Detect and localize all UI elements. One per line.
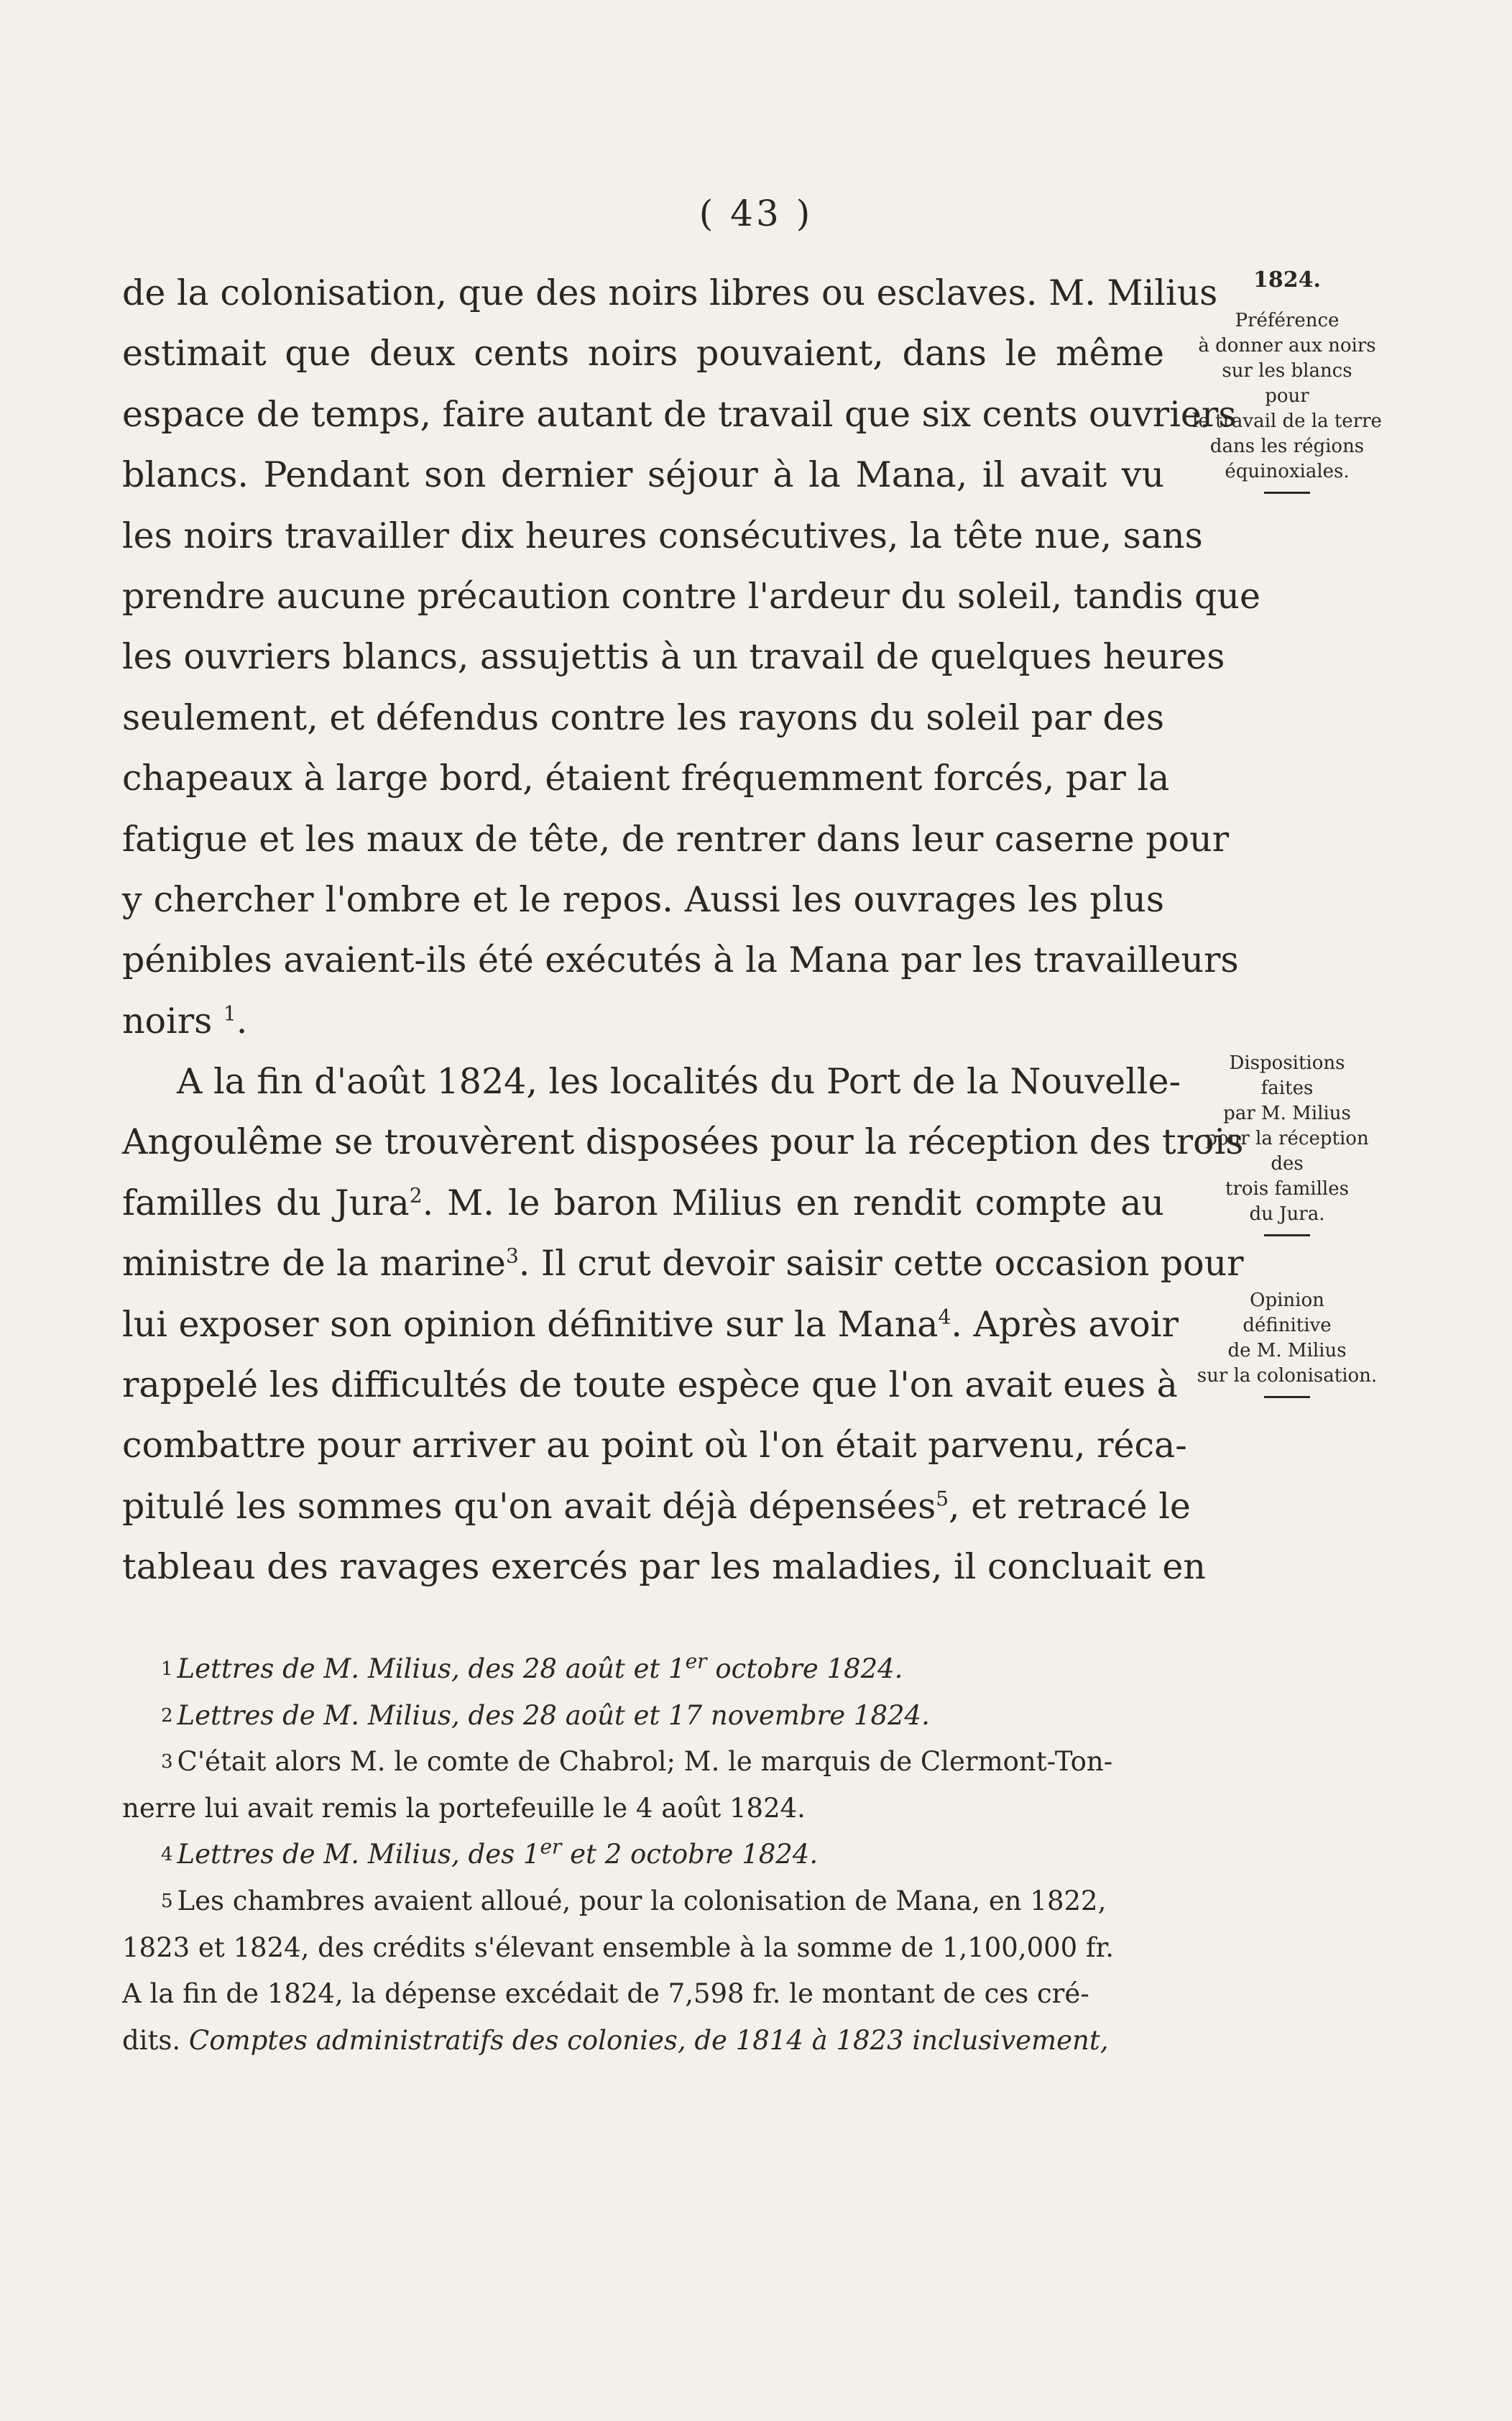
text-line	[122, 1295, 1179, 1355]
text-line: y chercher l'ombre et le repos. Aussi les ouvrages les plus	[122, 878, 1164, 920]
text-fragment: . Il crut devoir saisir cette occasion pour	[518, 1243, 1244, 1285]
footnote	[122, 1878, 1164, 1925]
footnote-ref: 3	[505, 1244, 519, 1268]
footnotes	[122, 1646, 1164, 2064]
footnote-text: octobre 1824.	[706, 1653, 903, 1684]
margin-line: définitive	[1243, 1315, 1332, 1336]
margin-rule	[1264, 1234, 1310, 1236]
footnote-number: 4	[161, 1844, 173, 1866]
margin-note-preference	[1173, 267, 1401, 494]
footnote	[122, 1832, 1164, 1878]
text-line: combattre pour arriver au point où l'on était parvenu, réca-	[122, 1425, 1187, 1466]
margin-line: Opinion	[1250, 1290, 1324, 1311]
footnote-text: Les chambres avaient alloué, pour la colonisation de Mana, en 1822,	[177, 1885, 1107, 1916]
text-line: fatigue et les maux de tête, de rentrer dans leur caserne pour	[122, 818, 1230, 860]
margin-line: sur la colonisation.	[1197, 1365, 1378, 1387]
footnote-continuation: nerre lui avait remis la portefeuille le 4 août 1824.	[122, 1792, 806, 1824]
text-fragment: . Après avoir	[951, 1303, 1179, 1345]
text-line: estimait que deux cents noirs pouvaient, dans le même	[122, 333, 1164, 375]
footnote-ref: 1	[223, 1001, 236, 1026]
footnote-ref: 2	[409, 1183, 423, 1208]
footnote-continuation	[122, 2018, 1164, 2064]
margin-line: Préférence	[1235, 310, 1340, 331]
text-line: rappelé les difficultés de toute espèce que l'on avait eues à	[122, 1364, 1178, 1406]
footnote-ref: 5	[936, 1487, 949, 1511]
text-line: de la colonisation, que des noirs libres ou esclaves. M. Milius	[122, 272, 1218, 313]
margin-line: de M. Milius	[1227, 1340, 1347, 1361]
footnote-continuation: 1823 et 1824, des crédits s'élevant ensemble à la somme de 1,100,000 fr.	[122, 1931, 1115, 1963]
text-fragment: , et retracé le	[949, 1485, 1191, 1527]
text-line: les ouvriers blancs, assujettis à un travail de quelques heures	[122, 636, 1225, 678]
text-line: tableau des ravages exercés par les maladies, il concluait en	[122, 1546, 1206, 1588]
footnote-text: Lettres de M. Milius, des 28 août et 1	[177, 1653, 686, 1684]
footnote	[122, 1646, 1164, 1693]
text-line	[122, 1476, 1191, 1537]
text-line: Angoulême se trouvèrent disposées pour la réception des trois	[122, 1121, 1244, 1163]
margin-year: 1824.	[1253, 267, 1321, 293]
margin-rule	[1264, 1396, 1310, 1398]
margin-line: à donner aux noirs	[1198, 335, 1376, 357]
footnote-number: 2	[161, 1704, 173, 1727]
footnote-number: 3	[161, 1751, 173, 1773]
text-line: pénibles avaient-ils été exécutés à la Mana par les travailleurs	[122, 940, 1239, 981]
margin-line: sur les blancs	[1222, 360, 1352, 382]
footnote-sup: er	[685, 1649, 707, 1673]
footnote-continuation: A la fin de 1824, la dépense excédait de 7,598 fr. le montant de ces cré-	[122, 1978, 1089, 2010]
footnote-sup: er	[540, 1835, 562, 1860]
margin-line: dans les régions	[1209, 436, 1365, 457]
margin-line: pour la réception	[1205, 1128, 1369, 1149]
text-line: espace de temps, faire autant de travail que six cents ouvriers	[122, 393, 1237, 435]
margin-line: Dispositions	[1229, 1052, 1345, 1074]
text-line: blancs. Pendant son dernier séjour à la Mana, il avait vu	[122, 454, 1164, 496]
text-line: seulement, et défendus contre les rayons du soleil par des	[122, 697, 1164, 738]
text-line	[122, 1234, 1244, 1294]
text-line	[122, 1173, 1164, 1234]
footnote-ref: 4	[938, 1305, 951, 1329]
margin-line: trois familles	[1225, 1178, 1349, 1200]
text-fragment: familles du Jura	[122, 1182, 410, 1223]
footnote-text: et 2 octobre 1824.	[561, 1839, 819, 1870]
text-line: prendre aucune précaution contre l'ardeur du soleil, tandis que	[122, 575, 1260, 617]
footnote-number: 5	[161, 1890, 173, 1912]
page-number: ( 43 )	[699, 193, 813, 234]
text-fragment: noirs	[122, 1000, 213, 1042]
text-fragment: lui exposer son opinion définitive sur la Mana	[122, 1303, 939, 1345]
text-line: chapeaux à large bord, étaient fréquemment forcés, par la	[122, 758, 1170, 799]
main-text	[122, 263, 1260, 1598]
footnote-text: C'était alors M. le comte de Chabrol; M. le marquis de Clermont-Ton-	[177, 1746, 1113, 1778]
footnote-text: Lettres de M. Milius, des 1	[177, 1839, 540, 1870]
margin-line: équinoxiales.	[1225, 461, 1350, 482]
margin-line: faites	[1260, 1078, 1314, 1099]
text-line: A la fin d'août 1824, les localités du Port de la Nouvelle-	[177, 1061, 1181, 1103]
margin-line: des	[1271, 1153, 1304, 1175]
footnote-text: Lettres de M. Milius, des 28 août et 17 novembre 1824.	[177, 1699, 930, 1731]
margin-line: pour	[1265, 385, 1309, 407]
text-line: noirs $^1$.	[122, 1000, 248, 1042]
text-fragment: ministre de la marine	[122, 1243, 506, 1285]
text-fragment: pitulé les sommes qu'on avait déjà dépensées	[122, 1485, 936, 1527]
text-fragment: . M. le baron Milius en rendit compte au	[422, 1182, 1164, 1223]
margin-line: par M. Milius	[1223, 1103, 1351, 1124]
margin-note-dispositions	[1173, 1051, 1401, 1236]
margin-line: du Jura.	[1249, 1203, 1325, 1225]
footnote-text: dits.	[122, 2024, 189, 2056]
footnote-text: Comptes administratifs des colonies, de 1814 à 1823 inclusivement,	[188, 2024, 1109, 2056]
footnote-number: 1	[161, 1658, 173, 1680]
margin-line: le travail de la terre	[1192, 410, 1382, 432]
footnote	[122, 1739, 1164, 1786]
margin-rule	[1264, 492, 1310, 494]
margin-note-opinion	[1173, 1288, 1401, 1398]
footnote	[122, 1693, 1164, 1740]
text-line: les noirs travailler dix heures consécutives, la tête nue, sans	[122, 515, 1203, 556]
